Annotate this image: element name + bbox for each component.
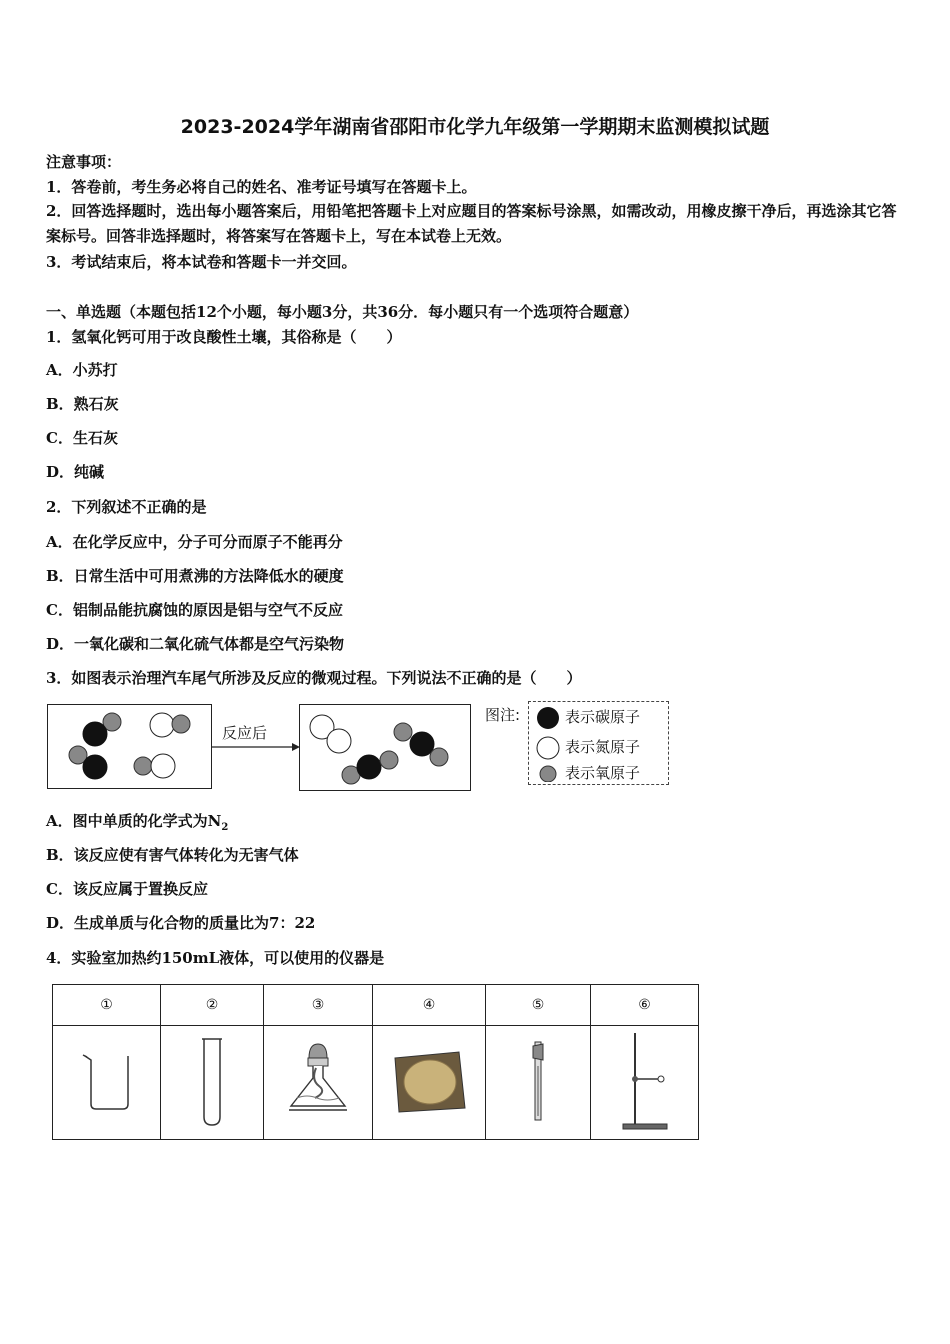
q2-option-a: A．在化学反应中，分子可分而原子不能再分 bbox=[46, 533, 343, 551]
product-molecules bbox=[300, 705, 470, 790]
asbestos-gauze-icon bbox=[389, 1046, 469, 1116]
q2-stem: 2．下列叙述不正确的是 bbox=[46, 498, 207, 516]
oxygen-atom bbox=[394, 723, 412, 741]
legend-box bbox=[528, 701, 669, 785]
arrow-label: 反应后 bbox=[222, 724, 268, 742]
header-5: ⑤ bbox=[486, 985, 591, 1026]
test-tube-holder-icon bbox=[523, 1036, 553, 1126]
header-2: ② bbox=[161, 985, 264, 1026]
notice-item-2: 2．回答选择题时，选出每小题答案后，用铅笔把答题卡上对应题目的答案标号涂黑，如需改动，用橡皮擦干净后，再选涂其它答案标号。回答非选择题时，将答案写在答题卡上，写在本试卷上无效。 bbox=[46, 202, 897, 245]
notice-heading: 注意事项： bbox=[46, 153, 122, 171]
carbon-atom bbox=[83, 755, 107, 779]
carbon-atom bbox=[410, 732, 434, 756]
apparatus-table bbox=[52, 984, 699, 1140]
q1-option-b: B．熟石灰 bbox=[46, 395, 119, 413]
apparatus-cell-5 bbox=[486, 1026, 591, 1140]
carbon-atom bbox=[83, 722, 107, 746]
oxygen-atom bbox=[134, 757, 152, 775]
q3-option-b: B．该反应使有害气体转化为无害气体 bbox=[46, 846, 299, 864]
apparatus-cell-3 bbox=[264, 1026, 373, 1140]
oxygen-atom-icon bbox=[540, 766, 556, 782]
beaker-icon bbox=[77, 1046, 137, 1116]
alcohol-lamp-icon bbox=[283, 1036, 353, 1126]
reactants-box bbox=[47, 704, 212, 789]
carbon-atom-icon bbox=[537, 707, 559, 729]
nitrogen-atom bbox=[327, 729, 351, 753]
oxygen-atom bbox=[430, 748, 448, 766]
test-tube-icon bbox=[192, 1033, 232, 1129]
section-heading: 一、单选题（本题包括12个小题，每小题3分，共36分．每小题只有一个选项符合题意） bbox=[46, 303, 639, 321]
legend-title: 图注: bbox=[485, 706, 521, 724]
q2-option-c: C．铝制品能抗腐蚀的原因是铝与空气不反应 bbox=[46, 601, 343, 619]
apparatus-cell-1 bbox=[53, 1026, 161, 1140]
apparatus-cell-2 bbox=[161, 1026, 264, 1140]
notice-item-3: 3．考试结束后，将本试卷和答题卡一并交回。 bbox=[46, 253, 357, 271]
q4-stem: 4．实验室加热约150mL液体，可以使用的仪器是 bbox=[46, 949, 385, 967]
q1-option-a: A．小苏打 bbox=[46, 361, 118, 379]
legend-nitrogen: 表示氮原子 bbox=[565, 738, 641, 756]
q1-option-d: D．纯碱 bbox=[46, 463, 105, 481]
q1-stem: 1．氢氧化钙可用于改良酸性土壤，其俗称是（ ） bbox=[46, 328, 402, 346]
reaction-arrow-icon bbox=[212, 740, 302, 754]
products-box bbox=[299, 704, 471, 791]
nitrogen-atom-icon bbox=[537, 737, 559, 759]
notice-item-1: 1．答卷前，考生务必将自己的姓名、准考证号填写在答题卡上。 bbox=[46, 178, 477, 196]
header-3: ③ bbox=[264, 985, 373, 1026]
apparatus-cell-4 bbox=[373, 1026, 486, 1140]
q3-option-a: A．图中单质的化学式为$N_2$ bbox=[46, 812, 229, 833]
iron-stand-icon bbox=[615, 1029, 675, 1133]
legend-swatches bbox=[535, 706, 561, 782]
nitrogen-atom bbox=[151, 754, 175, 778]
legend-oxygen: 表示氧原子 bbox=[565, 764, 641, 782]
q3-stem: 3．如图表示治理汽车尾气所涉及反应的微观过程。下列说法不正确的是（ ） bbox=[46, 669, 582, 687]
legend-carbon: 表示碳原子 bbox=[565, 708, 641, 726]
nitrogen-atom bbox=[150, 713, 174, 737]
page-title: 2023-2024学年湖南省邵阳市化学九年级第一学期期末监测模拟试题 bbox=[180, 116, 770, 138]
oxygen-atom bbox=[172, 715, 190, 733]
q3-option-d: D．生成单质与化合物的质量比为7：22 bbox=[46, 914, 316, 932]
q2-option-b: B．日常生活中可用煮沸的方法降低水的硬度 bbox=[46, 567, 344, 585]
q3-option-c: C．该反应属于置换反应 bbox=[46, 880, 208, 898]
header-1: ① bbox=[53, 985, 161, 1026]
carbon-atom bbox=[357, 755, 381, 779]
header-4: ④ bbox=[373, 985, 486, 1026]
header-6: ⑥ bbox=[591, 985, 699, 1026]
q1-option-c: C．生石灰 bbox=[46, 429, 118, 447]
reactant-molecules bbox=[48, 705, 211, 788]
apparatus-cell-6 bbox=[591, 1026, 699, 1140]
oxygen-atom bbox=[380, 751, 398, 769]
q2-option-d: D．一氧化碳和二氧化硫气体都是空气污染物 bbox=[46, 635, 345, 653]
